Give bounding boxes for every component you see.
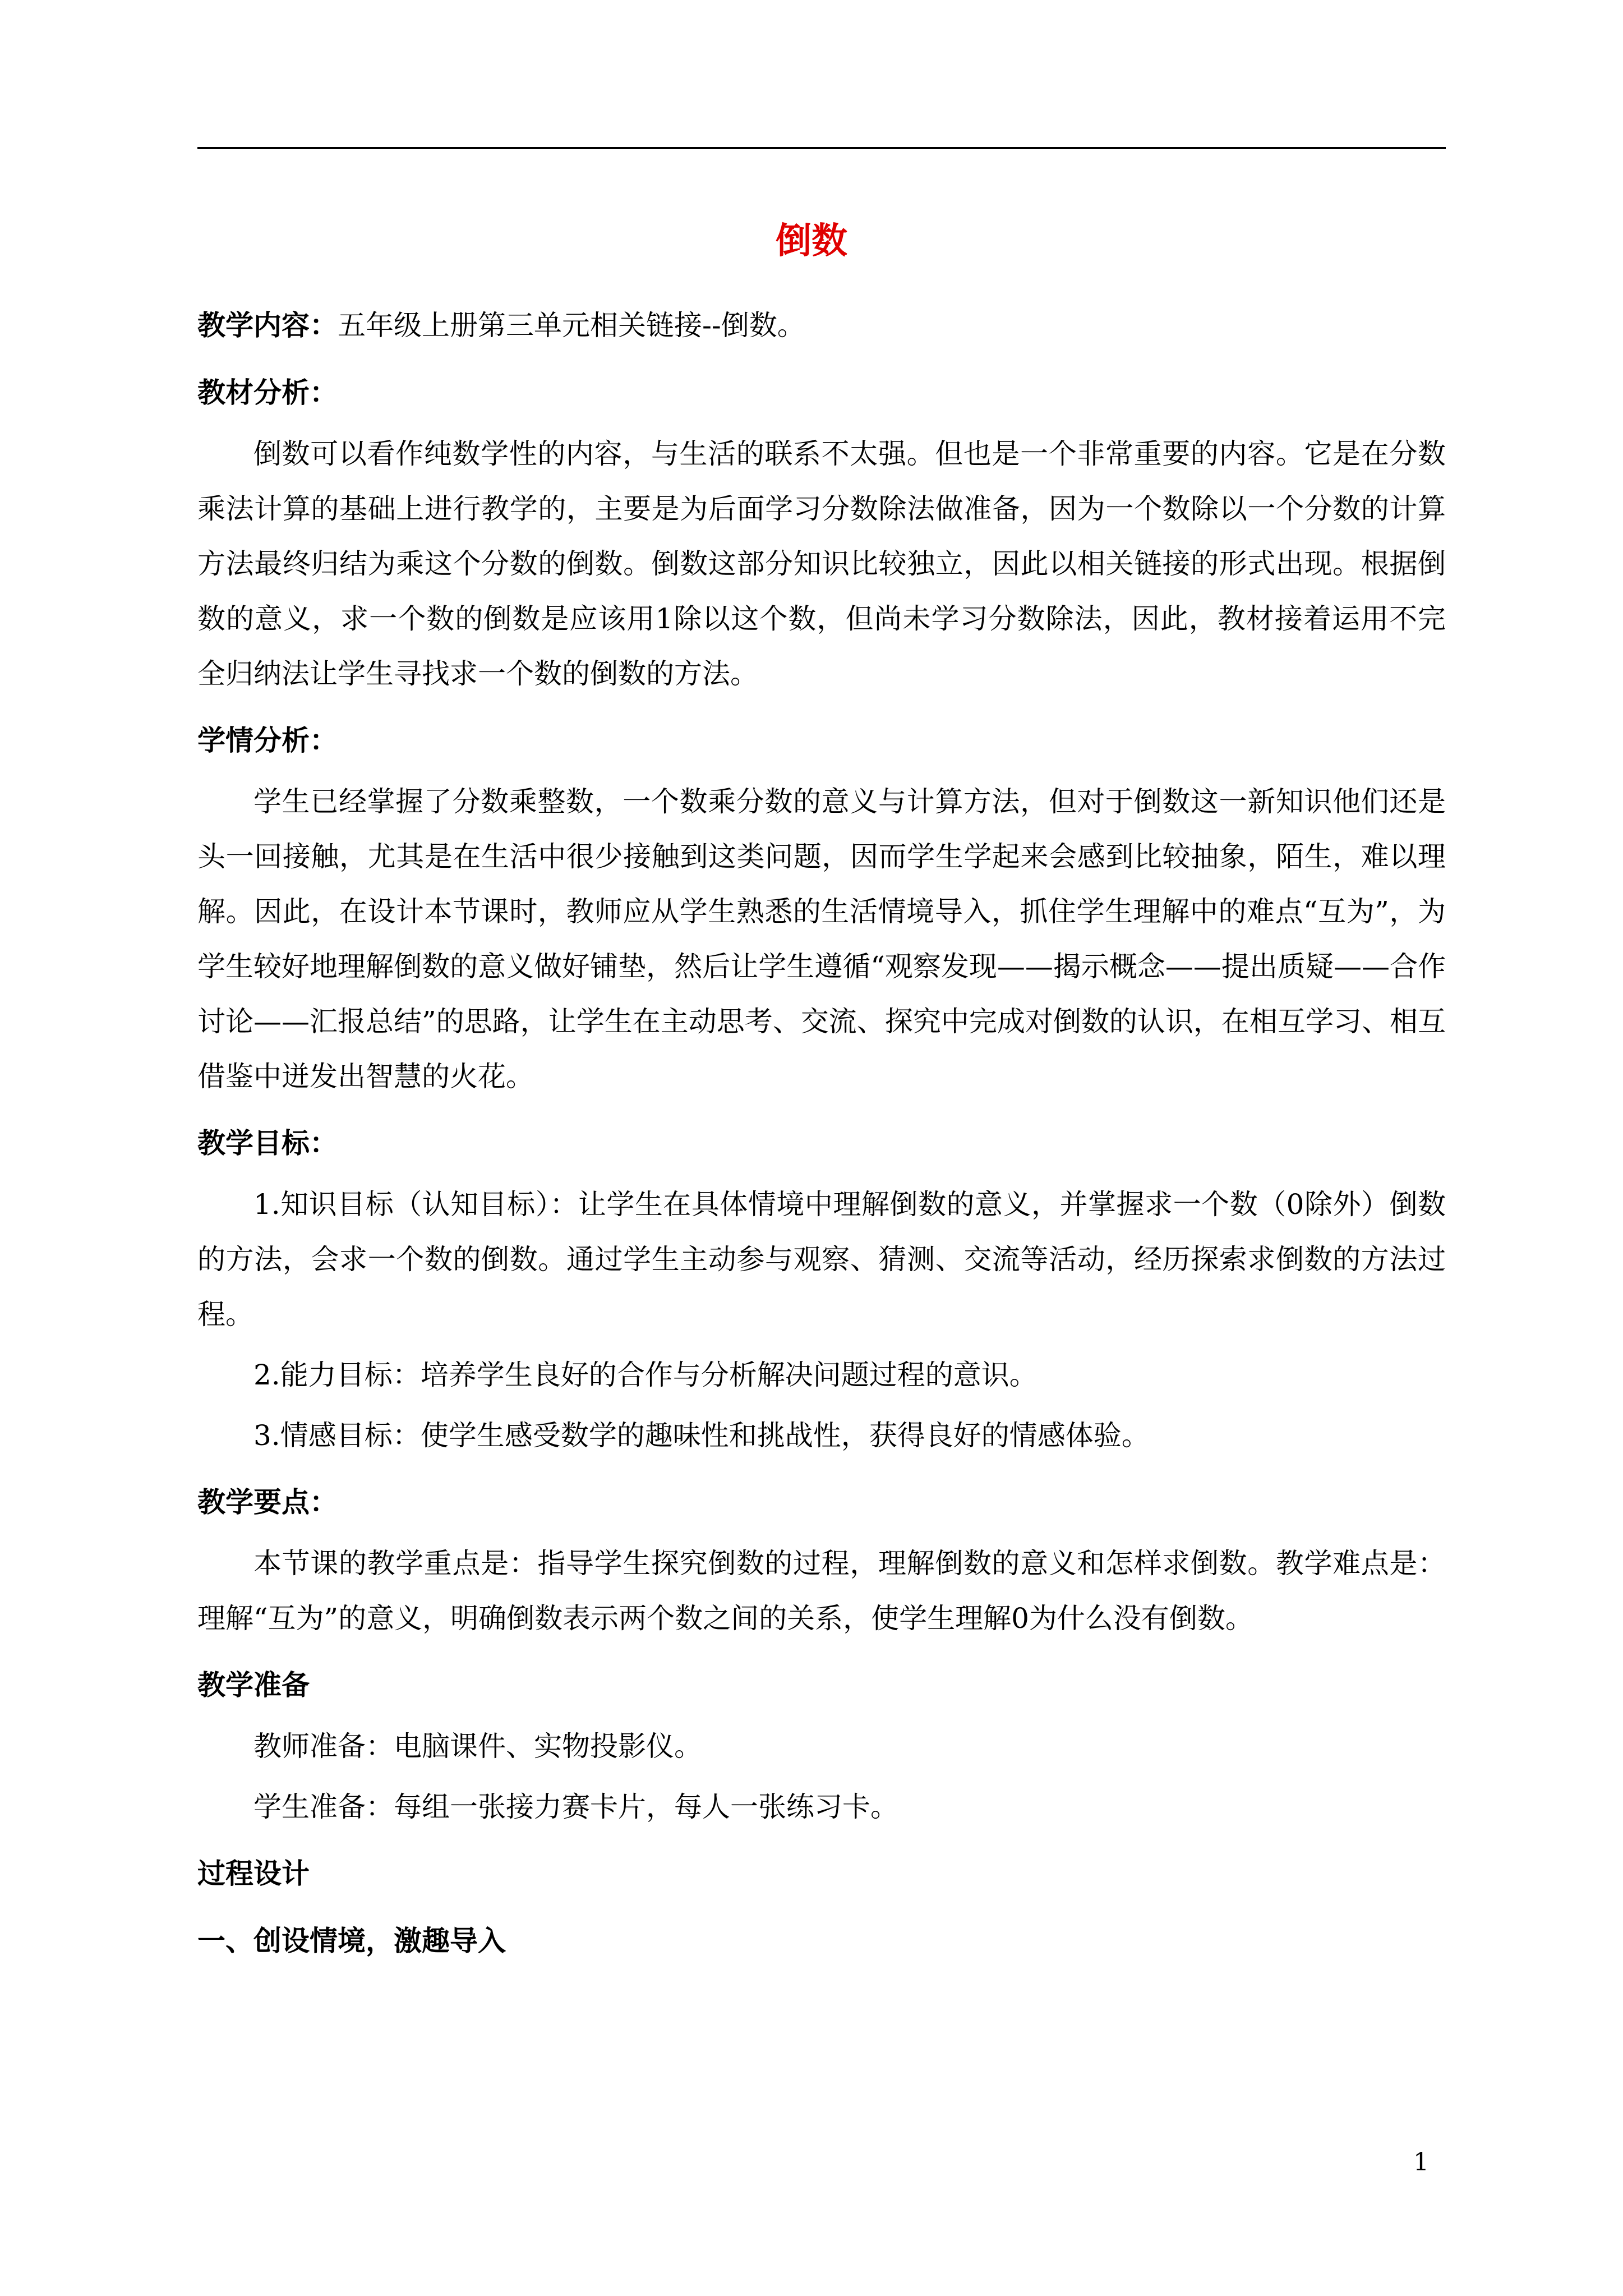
- preparation-heading: 教学准备: [197, 1668, 310, 1701]
- key-points-paragraph: 本节课的教学重点是：指导学生探究倒数的过程，理解倒数的意义和怎样求倒数。教学难点是：理解“互为”的意义，明确倒数表示两个数之间的关系，使学生理解0为什么没有倒数。: [197, 1547, 1446, 1635]
- objective-item: 3.情感目标：使学生感受数学的趣味性和挑战性，获得良好的情感体验。: [253, 1419, 1150, 1452]
- page-title: 倒数: [776, 220, 847, 262]
- student-analysis-heading: 学情分析：: [197, 724, 338, 757]
- page-number: 1: [1413, 2148, 1429, 2177]
- material-analysis-heading: 教材分析：: [197, 376, 338, 409]
- teaching-content: [197, 292, 1446, 359]
- key-points-heading: 教学要点：: [197, 1485, 338, 1519]
- teaching-content-text: 五年级上册第三单元相关链接--倒数。: [338, 309, 805, 342]
- header-rule: [197, 147, 1446, 149]
- student-preparation: 学生准备：每组一张接力赛卡片，每人一张练习卡。: [253, 1791, 898, 1823]
- teaching-content-label: 教学内容：: [197, 309, 338, 342]
- objective-item: 2.能力目标：培养学生良好的合作与分析解决问题过程的意识。: [253, 1359, 1038, 1391]
- material-analysis-paragraph: 倒数可以看作纯数学性的内容，与生活的联系不太强。但也是一个非常重要的内容。它是在分数乘法计算的基础上进行教学的，主要是为后面学习分数除法做准备，因为一个数除以一个分数的计算方法最终归结为乘这个分数的倒数。倒数这部分知识比较独立，因此以相关链接的形式出现。根据倒数的意义，求一个数的倒数是应该用1除以这个数，但尚未学习分数除法，因此，教材接着运用不完全归纳法让学生寻找求一个数的倒数的方法。: [197, 438, 1446, 690]
- student-analysis-paragraph: 学生已经掌握了分数乘整数，一个数乘分数的意义与计算方法，但对于倒数这一新知识他们还是头一回接触，尤其是在生活中很少接触到这类问题，因而学生学起来会感到比较抽象，陌生，难以理解。因此，在设计本节课时，教师应从学生熟悉的生活情境导入，抓住学生理解中的难点“互为”，为学生较好地理解倒数的意义做好铺垫，然后让学生遵循“观察发现——揭示概念——提出质疑——合作讨论——汇报总结”的思路，让学生在主动思考、交流、探究中完成对倒数的认识，在相互学习、相互借鉴中迸发出智慧的火花。: [197, 785, 1446, 1093]
- teacher-preparation: 教师准备：电脑课件、实物投影仪。: [253, 1730, 702, 1763]
- objective-item: 1.知识目标（认知目标）：让学生在具体情境中理解倒数的意义，并掌握求一个数（0除外）倒数的方法，会求一个数的倒数。通过学生主动参与观察、猜测、交流等活动，经历探索求倒数的方法过程。: [197, 1188, 1446, 1331]
- process-heading: 过程设计: [197, 1857, 310, 1890]
- document-body: [197, 292, 1446, 1975]
- step-one-heading: 一、创设情境，激趣导入: [197, 1924, 506, 1957]
- objectives-heading: 教学目标：: [197, 1126, 338, 1159]
